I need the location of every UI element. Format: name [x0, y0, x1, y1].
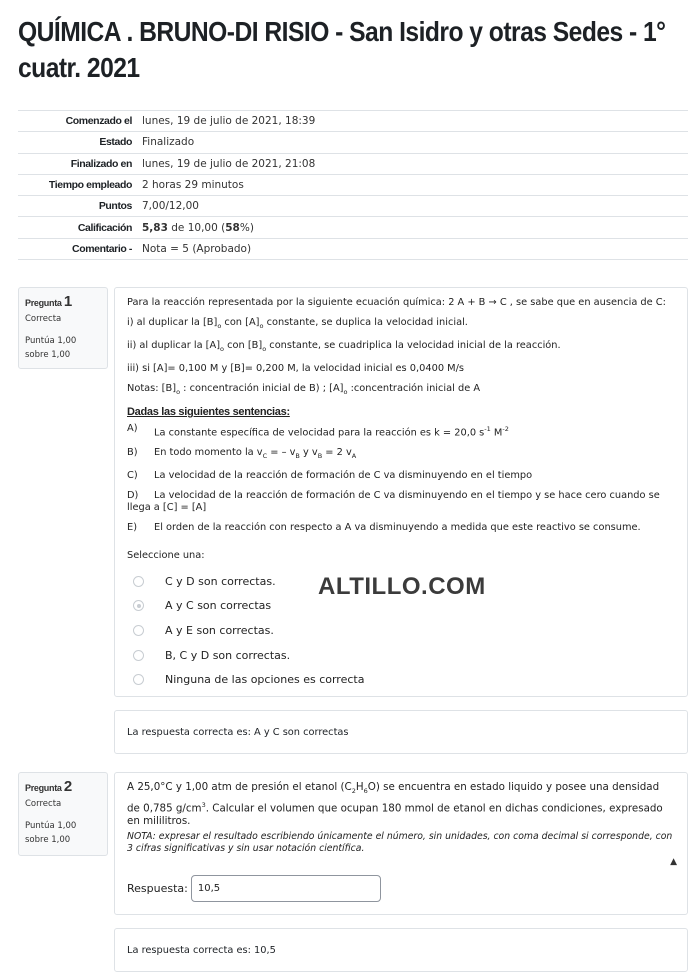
- time-label: Tiempo empleado: [48, 179, 132, 192]
- watermark: ALTILLO.COM: [318, 573, 486, 600]
- notes: Notas: $[B]_o$ : concentración inicial de B) ; $[A]_o$ :concentración inicial de A: [127, 382, 481, 396]
- grade-score: 5,83: [142, 221, 168, 234]
- answer-option-selected[interactable]: A y C son correctas: [127, 594, 675, 619]
- radio-button-checked[interactable]: [133, 600, 144, 611]
- grade-label: Calificación: [77, 221, 132, 234]
- question-2-text: A 25,0°C y 1,00 atm de presión el etanol $(C_2H_6O)$ se encuentra en estado liquido y posee una densidad de 0,785 $g/cm^3$. Calcular el volumen que ocupan 180 mmol de etanol en dichas condiciones, expresado en mililitros.: [127, 781, 663, 828]
- grade-value: [142, 222, 254, 234]
- statement-b: B) En todo momento la $v_C$ = – $v_B$ y $v_B = 2$ $v_A$: [127, 447, 357, 461]
- answer-option[interactable]: A y E son correctas.: [127, 618, 675, 643]
- condition-i: i) al duplicar la $[B]_o$ con $[A]_o$ constante, se duplica la velocidad inicial.: [127, 317, 468, 330]
- statements-heading: Dadas las siguientes sentencias:: [127, 405, 290, 418]
- condition-ii: ii) al duplicar la $[A]_o$ con $[B]_o$ constante, se cuadriplica la velocidad inicial de la reacción.: [127, 339, 561, 353]
- attempt-summary: [18, 110, 688, 260]
- chevron-up-icon[interactable]: ▲: [670, 857, 677, 867]
- answer-option[interactable]: C y D son correctas.: [127, 569, 675, 594]
- page-title: QUÍMICA . BRUNO-DI RISIO - San Isidro y otras Sedes - 1° cuatr. 2021: [18, 16, 666, 83]
- answer-input[interactable]: [191, 875, 381, 902]
- question-2-state: Correcta: [25, 799, 62, 809]
- comment-label: Comentario -: [72, 242, 132, 255]
- question-1-number: Pregunta 1: [25, 293, 72, 310]
- answer-row: [127, 875, 675, 902]
- radio-button[interactable]: [133, 650, 144, 661]
- condition-iii: iii) si [A]= 0,100 M y [B]= 0,200 M, la velocidad inicial es 0,0400 M/s: [127, 362, 465, 374]
- question-1-intro: Para la reacción representada por la siguiente ecuación química: 2 A + B → C , se sabe que en ausencia de C:: [127, 297, 666, 308]
- state-label: Estado: [99, 136, 132, 149]
- finished-label: Finalizado en: [70, 157, 132, 170]
- question-2-grade: Puntúa 1,00 sobre 1,00: [25, 821, 77, 845]
- radio-button[interactable]: [133, 625, 144, 636]
- question-2-content: [114, 772, 688, 915]
- time-value: 2 horas 29 minutos: [142, 179, 244, 192]
- state-value: Finalizado: [142, 136, 195, 149]
- grade-percent: 58: [225, 221, 240, 234]
- started-value: lunes, 19 de julio de 2021, 18:39: [142, 115, 316, 128]
- question-1-info: [18, 287, 108, 369]
- comment-value: Nota = 5 (Aprobado): [142, 242, 252, 255]
- radio-button[interactable]: [133, 576, 144, 587]
- points-label: Puntos: [98, 200, 132, 213]
- points-value: 7,00/12,00: [142, 200, 199, 213]
- question-2-right-answer: La respuesta correcta es: 10,5: [114, 928, 688, 972]
- answer-label: Respuesta:: [127, 881, 188, 895]
- statement-c: C) La velocidad de la reacción de formación de C va disminuyendo en el tiempo: [127, 470, 533, 482]
- question-2-note: NOTA: expresar el resultado escribiendo únicamente el número, sin unidades, con coma decimal si corresponde, con 3 cifras significativas y sin usar notación científica.: [127, 830, 673, 854]
- question-2-number: Pregunta 2: [25, 778, 72, 795]
- statement-a: A) La constante específica de velocidad para la reacción es k = 20,0 $s^{-1}$ $M^{-2}$: [127, 422, 509, 439]
- question-1-grade: Puntúa 1,00 sobre 1,00: [25, 336, 77, 360]
- statement-d: D) La velocidad de la reacción de formación de C va disminuyendo en el tiempo y se hace cero cuando se llega a [C] = [A]: [127, 490, 660, 514]
- grade-end: %): [239, 221, 254, 234]
- answer-option[interactable]: B, C y D son correctas.: [127, 643, 675, 668]
- started-label: Comenzado el: [65, 115, 132, 128]
- grade-mid: de 10,00 (: [167, 221, 226, 234]
- select-one-label: Seleccione una:: [127, 550, 205, 562]
- question-2-info: [18, 772, 108, 856]
- question-1-content: [114, 287, 688, 697]
- question-1-state: Correcta: [25, 314, 62, 324]
- statement-e: E) El orden de la reacción con respecto a A va disminuyendo a medida que este reactivo se consume.: [127, 522, 641, 534]
- question-1-right-answer: La respuesta correcta es: A y C son correctas: [114, 710, 688, 754]
- finished-value: lunes, 19 de julio de 2021, 21:08: [142, 157, 316, 170]
- answer-option[interactable]: Ninguna de las opciones es correcta: [127, 667, 675, 692]
- radio-button[interactable]: [133, 674, 144, 685]
